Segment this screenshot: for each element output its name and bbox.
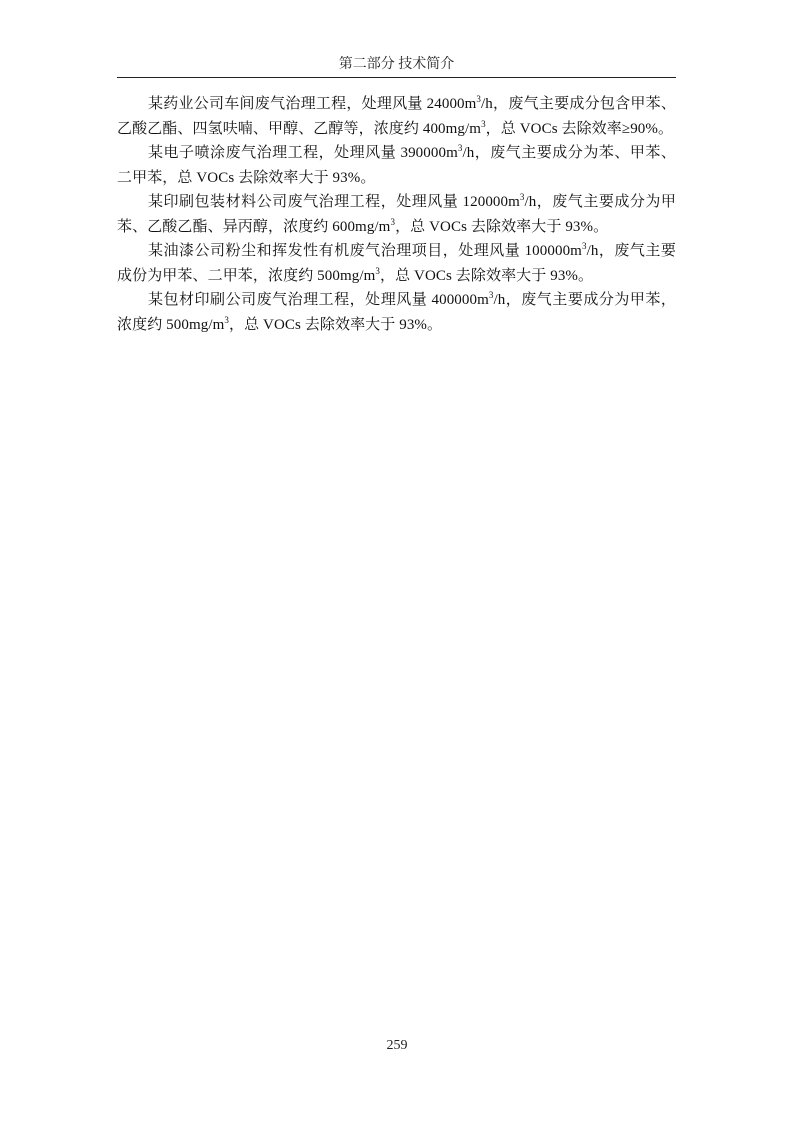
body-text bbox=[117, 92, 676, 337]
section-title: 第二部分 技术简介 bbox=[338, 57, 455, 72]
page-number-text: 259 bbox=[386, 1038, 408, 1053]
page-number bbox=[0, 1038, 794, 1054]
page-header bbox=[117, 53, 676, 78]
paragraph-packaging-printing-project: 某包材印刷公司废气治理工程，处理风量 $400000m^3/h$，废气主要成分为甲苯，浓度约 $500mg/m^3$，总 VOCs 去除效率大于 93%。 bbox=[117, 290, 676, 333]
paragraph-paint-company-project: 某油漆公司粉尘和挥发性有机废气治理项目，处理风量 $100000m^3/h$，废气主要成份为甲苯、二甲苯，浓度约 $500mg/m^3$，总 VOCs 去除效率大于 93%。 bbox=[117, 241, 676, 284]
paragraph-pharma-project: 某药业公司车间废气治理工程，处理风量 $24000m^3/h$，废气主要成分包含甲苯、乙酸乙酯、四氢呋喃、甲醇、乙醇等，浓度约 $400mg/m^3$，总 VOCs 去除效率≥90%。 bbox=[117, 94, 676, 137]
paragraph-printing-packaging-project: 某印刷包装材料公司废气治理工程，处理风量 $120000m^3/h$，废气主要成分为甲苯、乙酸乙酯、异丙醇，浓度约 $600mg/m^3$，总 VOCs 去除效率大于 93%。 bbox=[117, 192, 676, 235]
paragraph-electronics-spray-project: 某电子喷涂废气治理工程，处理风量 $390000m^3/h$，废气主要成分为苯、甲苯、二甲苯，总 VOCs 去除效率大于 93%。 bbox=[117, 143, 676, 186]
